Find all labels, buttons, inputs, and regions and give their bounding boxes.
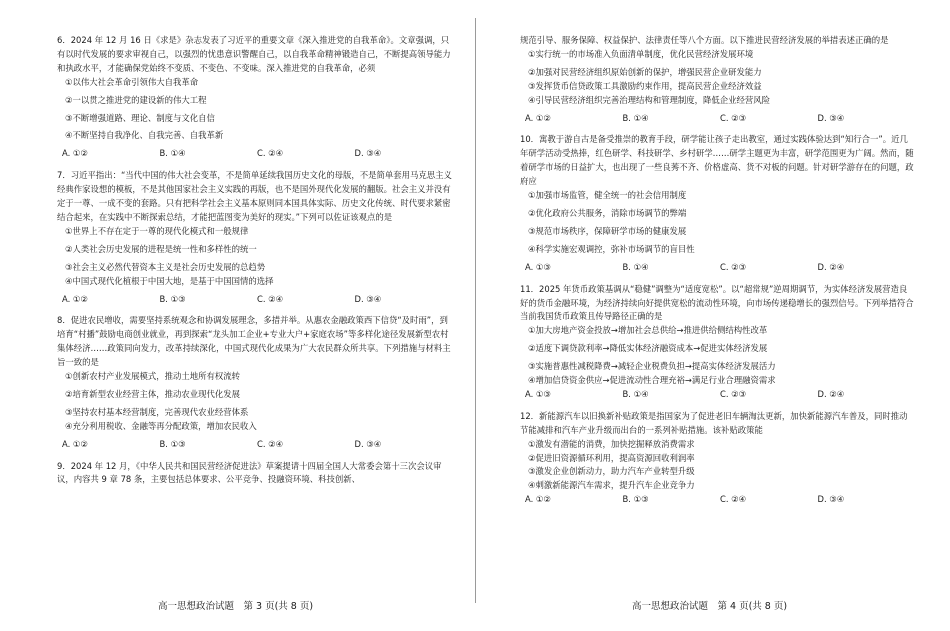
question-6-stem: 6．2024 年 12 月 16 日《求是》杂志发表了习近平的重要文章《深入推进党的自我革命》。文章强调，只有以时代发展的要求审视自己，以强烈的忧患意识警醒自己，以自我革命精神锻造自己，不断提高领导能力和执政水平，才能确保党始终不变质、不变色、不变味。深入推进党的自我革命，必须 [57, 35, 451, 73]
q12-choice-d[interactable]: D. ③④ [817, 494, 845, 505]
question-7 [57, 169, 452, 306]
q11-option-2: ②适度下调贷款利率→降低实体经济融资成本→促进实体经济发展 [528, 343, 768, 354]
q12-choices [520, 493, 915, 507]
q6-option-3: ③不断增强道路、理论、制度与文化自信 [65, 112, 215, 123]
q6-choice-d[interactable]: D. ③④ [354, 148, 382, 159]
q10-choice-a[interactable]: A. ①③ [525, 261, 551, 272]
q6-choice-a[interactable]: A. ①② [62, 148, 88, 159]
q12-choice-c[interactable]: C. ②④ [720, 494, 747, 505]
q8-choice-a[interactable]: A. ①② [62, 438, 88, 449]
q7-option-2: ②人类社会历史发展的进程是统一性和多样性的统一 [65, 243, 257, 254]
q8-option-2: ②培育新型农业经营主体，推动农业现代化发展 [65, 388, 241, 399]
q7-option-4: ④中国式现代化植根于中国大地，是基于中国国情的选择 [65, 275, 274, 286]
q9-option-3: ③发挥货币信贷政策工具激励约束作用，提高民营企业经济效益 [528, 80, 762, 91]
left-page [57, 34, 452, 487]
q8-choice-c[interactable]: C. ②④ [257, 438, 284, 449]
question-9-stem: 9．2024 年 12 月，《中华人民共和国民营经济促进法》草案提请十四届全国人大常委会第十三次会议审议，内容共 9 章 78 条，主要包括总体要求、公平竞争、投融资环境、科技创新、 [57, 460, 442, 485]
question-11-stem: 11．2025 年货币政策基调从“稳健”调整为“适度宽松”。以“超常规”逆周期调节，为实体经济发展营造良好的货币金融环境，为经济持续向好提供宽松的流动性环境，向市场传递稳增长的强烈信号。下列举措符合当前我国货币政策且传导路径正确的是 [520, 283, 914, 322]
q6-option-4: ④不断坚持自我净化、自我完善、自我革新 [65, 130, 224, 141]
q12-option-3: ③激发企业创新动力，助力汽车产业转型升级 [528, 466, 695, 477]
q10-choice-c[interactable]: C. ②③ [720, 261, 747, 272]
q10-option-2: ②优化政府公共服务，消除市场调节的弊端 [528, 207, 687, 218]
question-9-continued [520, 34, 915, 125]
q8-option-3: ③坚持农村基本经营制度，完善现代农业经营体系 [65, 406, 249, 417]
question-6 [57, 34, 452, 161]
column-divider [475, 18, 476, 603]
q7-choice-a[interactable]: A. ①② [62, 293, 88, 304]
q9-choice-b[interactable]: B. ①④ [622, 112, 649, 123]
q8-choices [57, 438, 452, 452]
q12-option-1: ①激发有潜能的消费，加快挖掘释放消费需求 [528, 438, 695, 449]
q11-choice-c[interactable]: C. ②③ [720, 388, 747, 399]
q11-choice-b[interactable]: B. ①④ [622, 388, 649, 399]
question-12-stem: 12．新能源汽车以旧换新补贴政策是指国家为了促进老旧车辆淘汰更新，加快新能源汽车普及，同时推动节能减排和汽车产业升级而出台的一系列补贴措施。该补贴政策能 [520, 410, 908, 435]
right-page [520, 34, 915, 507]
question-12 [520, 410, 915, 507]
q9-option-2: ②加强对民营经济组织原始创新的保护，增强民营企业研发能力 [528, 66, 762, 77]
q6-choice-b[interactable]: B. ①④ [159, 148, 186, 159]
q11-choice-d[interactable]: D. ②④ [817, 388, 845, 399]
q9-choice-c[interactable]: C. ②③ [720, 112, 747, 123]
q7-choice-b[interactable]: B. ①③ [159, 293, 186, 304]
q6-option-1: ①以伟大社会革命引领伟大自我革命 [65, 76, 199, 87]
q7-option-1: ①世界上不存在定于一尊的现代化模式和一般规律 [65, 225, 249, 236]
q11-option-1: ①加大房地产资金投放→增加社会总供给→推进供给侧结构性改革 [528, 325, 768, 336]
q12-option-4: ④刺激新能源汽车需求，提升汽车企业竞争力 [528, 480, 695, 491]
q11-choices [520, 388, 915, 402]
q7-choice-d[interactable]: D. ③④ [354, 293, 382, 304]
q12-choice-a[interactable]: A. ①② [525, 494, 551, 505]
q6-choices [57, 147, 452, 161]
q8-option-4: ④充分利用税收、金融等再分配政策，增加农民收入 [65, 420, 257, 431]
q10-choice-b[interactable]: B. ①④ [622, 261, 649, 272]
q12-choice-b[interactable]: B. ①③ [622, 494, 649, 505]
q9-option-1: ①实行统一的市场准入负面清单制度，优化民营经济发展环境 [528, 48, 754, 59]
page-footer-left: 高一思想政治试题 第 3 页(共 8 页) [158, 601, 314, 612]
q6-option-2: ②一以贯之推进党的建设新的伟大工程 [65, 94, 207, 105]
q10-choice-d[interactable]: D. ②④ [817, 261, 845, 272]
q9-choice-a[interactable]: A. ①② [525, 112, 551, 123]
q7-option-3: ③社会主义必然代替资本主义是社会历史发展的总趋势 [65, 261, 266, 272]
question-8-stem: 8．促进农民增收，需要坚持系统观念和协调发展理念，多措并举。从惠农金融政策西下信贷“及时雨”，到培育“村播”鼓励电商创业就业，再到探索“龙头加工企业+专业大户+家庭农场”等多样化途径发展新型农村集体经济……政策同向发力，改革持续深化，中国式现代化成果为广大农民群众所共享。下列措施与材料主旨一致的是 [57, 315, 451, 368]
question-9-stem-continued: 规范引导、服务保障、权益保护、法律责任等八个方面。以下推进民营经济发展的举措表述正确的是 [520, 35, 889, 45]
q11-option-4: ④增加信贷资金供应→促进流动性合理充裕→满足行业合理融资需求 [528, 375, 776, 386]
q10-option-3: ③规范市场秩序，保障研学市场的健康发展 [528, 225, 687, 236]
question-9 [57, 460, 452, 488]
q11-choice-a[interactable]: A. ①③ [525, 388, 551, 399]
question-10-stem: 10．寓教于游自古是备受推崇的教育手段，研学能让孩子走出教室，通过实践体验达到“知行合一”。近几年研学活动受热捧，红色研学、科技研学、乡村研学……研学主题更为丰富，研学范围更为广阔。然而，随着研学市场的日益扩大，也出现了一些良莠不齐、价格虚高、货不对板的问题。针对研学游存在的问题，政府应 [520, 134, 914, 187]
q9-choice-d[interactable]: D. ③④ [817, 112, 845, 123]
q7-choices [57, 293, 452, 307]
page-footer-right: 高一思想政治试题 第 4 页(共 8 页) [632, 601, 788, 612]
q11-option-3: ③实施普惠性减税降费→减轻企业税费负担→提高实体经济发展活力 [528, 361, 776, 372]
q10-option-4: ④科学实施宏观调控，弥补市场调节的盲目性 [528, 243, 695, 254]
q8-option-1: ①创新农村产业发展模式，推动土地所有权流转 [65, 371, 241, 382]
question-10 [520, 133, 915, 274]
question-8 [57, 314, 452, 451]
q10-option-1: ①加强市场监管，健全统一的社会信用制度 [528, 190, 687, 201]
q8-choice-d[interactable]: D. ③④ [354, 438, 382, 449]
question-11 [520, 283, 915, 402]
q7-choice-c[interactable]: C. ②④ [257, 293, 284, 304]
q10-choices [520, 261, 915, 275]
question-7-stem: 7．习近平指出：“当代中国的伟大社会变革，不是简单延续我国历史文化的母版，不是简单套用马克思主义经典作家设想的模板，不是其他国家社会主义实践的再版，也不是国外现代化发展的翻版。社会主义并没有定于一尊、一成不变的套路。只有把科学社会主义基本原则同本国具体实际、历史文化传统、时代要求紧密结合起来，在实践中不断探索总结，才能把蓝图变为美好的现实。”下列可以佐证该观点的是 [57, 170, 452, 222]
q9-option-4: ④引导民营经济组织完善治理结构和管理制度，降低企业经营风险 [528, 94, 771, 105]
q6-choice-c[interactable]: C. ②④ [257, 148, 284, 159]
q12-option-2: ②促进旧资源循环利用，提高资源回收利润率 [528, 452, 695, 463]
q9-choices [520, 112, 915, 126]
q8-choice-b[interactable]: B. ①③ [159, 438, 186, 449]
